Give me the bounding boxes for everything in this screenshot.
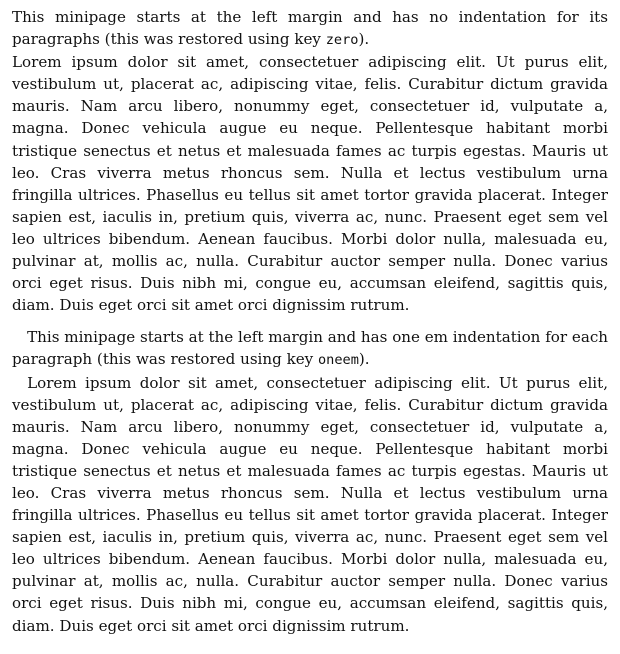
minipage-intro-paragraph xyxy=(12,6,608,51)
minipage-no-indent xyxy=(12,6,608,316)
minipage-one-em-indent xyxy=(12,326,608,636)
lorem-ipsum-paragraph: Lorem ipsum dolor sit amet, consectetuer adipiscing elit. Ut purus elit, vestibulum ut, placerat ac, adipiscing vitae, felis. Curabitur dictum gravida mauris. Nam arcu libero, nonummy eget, consectetuer id, vulputate a, magna. Donec vehicula augue eu neque. Pellentesque habitant morbi tristique senectus et netus et malesuada fames ac turpis egestas. Mauris ut leo. Cras viverra metus rhoncus sem. Nulla et lectus vestibulum urna fringilla ultrices. Phasellus eu tellus sit amet tortor gravida placerat. Integer sapien est, iaculis in, pretium quis, viverra ac, nunc. Praesent eget sem vel leo ultrices bibendum. Aenean faucibus. Morbi dolor nulla, malesuada eu, pulvinar at, mollis ac, nulla. Curabitur auctor semper nulla. Donec varius orci eget risus. Duis nibh mi, congue eu, accumsan eleifend, sagittis quis, diam. Duis eget orci sit amet orci dignissim rutrum. xyxy=(12,373,608,635)
lorem-ipsum-paragraph: Lorem ipsum dolor sit amet, consectetuer adipiscing elit. Ut purus elit, vestibulum ut, placerat ac, adipiscing vitae, felis. Curabitur dictum gravida mauris. Nam arcu libero, nonummy eget, consectetuer id, vulputate a, magna. Donec vehicula augue eu neque. Pellentesque habitant morbi tristique senectus et netus et malesuada fames ac turpis egestas. Mauris ut leo. Cras viverra metus rhoncus sem. Nulla et lectus vestibulum urna fringilla ultrices. Phasellus eu tellus sit amet tortor gravida placerat. Integer sapien est, iaculis in, pretium quis, viverra ac, nunc. Praesent eget sem vel leo ultrices bibendum. Aenean faucibus. Morbi dolor nulla, malesuada eu, pulvinar at, mollis ac, nulla. Curabitur auctor semper nulla. Donec varius orci eget risus. Duis nibh mi, congue eu, accumsan eleifend, sagittis quis, diam. Duis eget orci sit amet orci dignissim rutrum. xyxy=(12,53,608,315)
minipage-intro-paragraph xyxy=(12,326,608,371)
intro-text-end: ). xyxy=(358,350,370,369)
key-name: zero xyxy=(325,32,359,49)
intro-text: This minipage starts at the left margin and has one em indentation for each paragraph (this was restored using key xyxy=(12,328,608,369)
intro-text-end: ). xyxy=(358,30,370,49)
intro-text: This minipage starts at the left margin and has no indentation for its paragraphs (this was restored using key xyxy=(12,8,608,49)
key-name: oneem xyxy=(317,352,359,369)
